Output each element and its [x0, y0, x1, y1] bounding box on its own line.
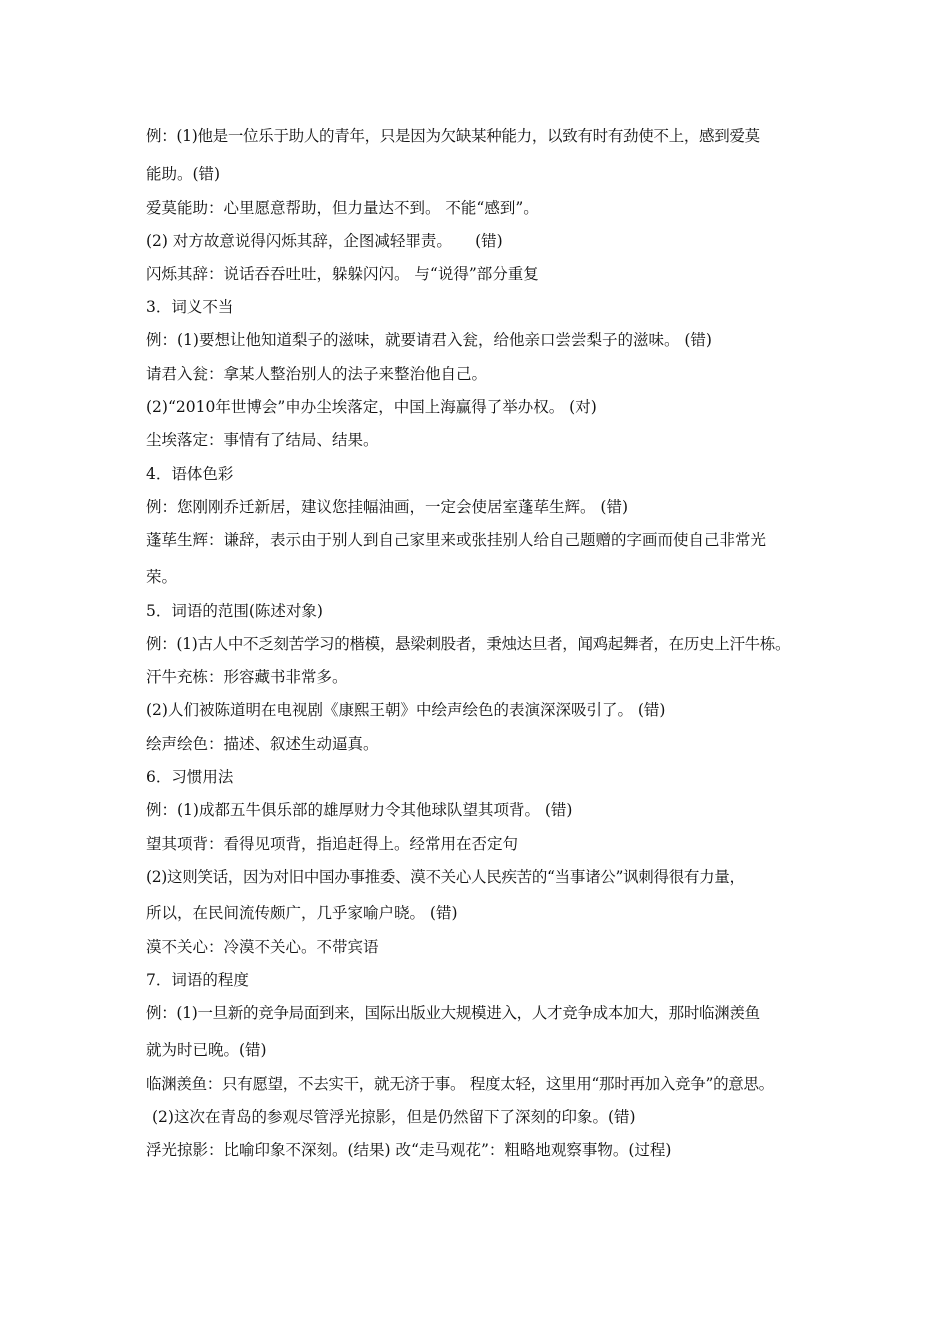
text-line: 爱莫能助：心里愿意帮助，但力量达不到。 不能“感到”。: [146, 199, 539, 217]
text-line: 例：(1)古人中不乏刻苦学习的楷模，悬梁刺股者，秉烛达旦者，闻鸡起舞者，在历史上汗牛栋。: [146, 635, 791, 653]
text-line: 就为时已晚。(错): [146, 1041, 267, 1059]
text-line: 例：(1)成都五牛俱乐部的雄厚财力令其他球队望其项背。 (错): [146, 801, 573, 819]
text-line: 例：(1)他是一位乐于助人的青年，只是因为欠缺某种能力，以致有时有劲使不上，感到爱莫: [146, 127, 760, 145]
text-line: (2) 对方故意说得闪烁其辞，企图减轻罪责。 (错): [146, 232, 503, 250]
text-line: 蓬荜生辉：谦辞，表示由于别人到自己家里来或张挂别人给自己题赠的字画而使自己非常光: [146, 531, 767, 549]
text-line: (2)这则笑话，因为对旧中国办事推委、漠不关心人民疾苦的“当事诸公”讽刺得很有力量，: [146, 868, 745, 886]
text-line: 浮光掠影：比喻印象不深刻。(结果) 改“走马观花”：粗略地观察事物。(过程): [146, 1141, 672, 1159]
section-heading: 6．习惯用法: [146, 768, 234, 786]
text-line: 例：(1)要想让他知道梨子的滋味，就要请君入瓮，给他亲口尝尝梨子的滋味。 (错): [146, 331, 712, 349]
text-line: 例：(1)一旦新的竞争局面到来，国际出版业大规模进入，人才竞争成本加大，那时临渊羡鱼: [146, 1004, 760, 1022]
text-line: 能助。(错): [146, 165, 221, 183]
text-line: 望其项背：看得见项背，指追赶得上。经常用在否定句: [146, 835, 519, 853]
text-line: (2)人们被陈道明在电视剧《康熙王朝》中绘声绘色的表演深深吸引了。 (错): [146, 701, 666, 719]
text-line: 临渊羡鱼：只有愿望，不去实干，就无济于事。 程度太轻，这里用“那时再加入竞争”的意思。: [146, 1075, 774, 1093]
text-line: (2)“2010年世博会”申办尘埃落定，中国上海赢得了举办权。 (对): [146, 398, 597, 416]
text-line: 尘埃落定：事情有了结局、结果。: [146, 431, 379, 449]
text-line: 请君入瓮：拿某人整治别人的法子来整治他自己。: [146, 365, 488, 383]
section-heading: 5．词语的范围(陈述对象): [146, 602, 323, 620]
text-line: 绘声绘色：描述、叙述生动逼真。: [146, 735, 379, 753]
text-line: (2)这次在青岛的参观尽管浮光掠影，但是仍然留下了深刻的印象。(错): [152, 1108, 636, 1126]
text-line: 例：您刚刚乔迁新居，建议您挂幅油画，一定会使居室蓬荜生辉。 (错): [146, 498, 629, 516]
text-line: 荣。: [146, 568, 178, 586]
text-line: 所以，在民间流传颇广，几乎家喻户晓。 (错): [146, 904, 458, 922]
section-heading: 4．语体色彩: [146, 465, 234, 483]
text-line: 汗牛充栋：形容藏书非常多。: [146, 668, 348, 686]
section-heading: 7．词语的程度: [146, 971, 249, 989]
section-heading: 3．词义不当: [146, 298, 234, 316]
text-line: 漠不关心：冷漠不关心。不带宾语: [146, 938, 379, 956]
text-line: 闪烁其辞：说话吞吞吐吐，躲躲闪闪。 与“说得”部分重复: [146, 265, 539, 283]
